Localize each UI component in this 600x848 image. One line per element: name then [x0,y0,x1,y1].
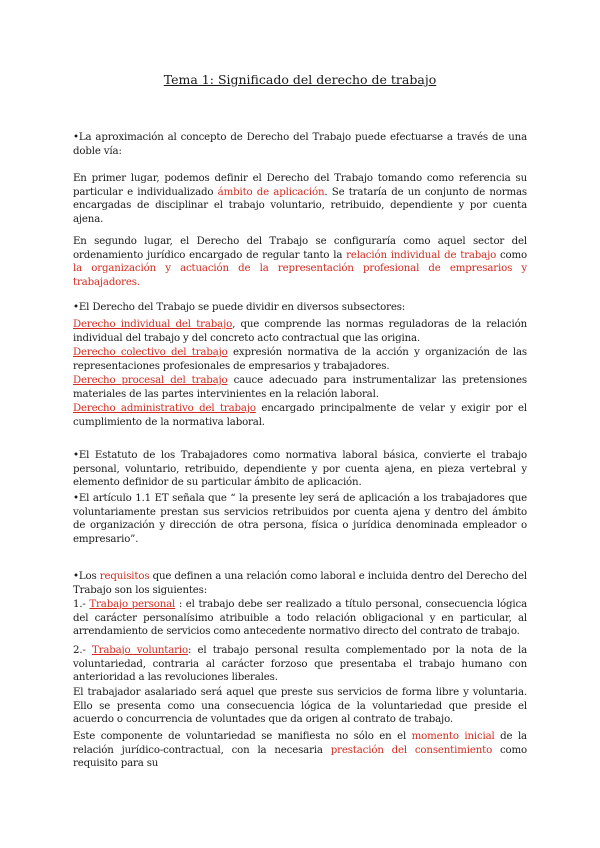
componente-text-c: como requisito para su [73,744,528,769]
asalariado-paragraph: El trabajador asalariado será aquel que preste sus servicios de forma libre y voluntaria. Ello se presenta como una consecuencia lógica de la voluntariedad que preside el acuerdo o concurrencia de voluntades que da origen al contrato de trabajo. [73,687,527,725]
subsector-term: Derecho administrativo del trabajo [73,403,256,414]
articulo-paragraph: •El artículo 1.1 ET señala que “ la presente ley será de aplicación a los trabajadores que voluntariamente prestan sus servicios retribuidos por cuenta ajena y dentro del ámbito de organización y dirección de otra persona, física o jurídica denominada empleador o empresario”. [73,493,527,545]
requisito-number: 2.- [73,645,92,656]
intro-paragraph: •La aproximación al concepto de Derecho del Trabajo puede efectuarse a través de una doble vía: [73,132,527,157]
p1-text-a: En primer lugar, podemos definir el Derecho del Trabajo tomando como referencia su particular e individualizado [73,173,527,198]
subsector-term: Derecho colectivo del trabajo [73,347,228,358]
requisito-text: : el trabajo debe ser realizado a título personal, consecuencia lógica del carácter personalísimo atribuible a todo relación obligacional y en particular, al arrendamiento de servicios como antecedente normativo directo del contrato de trabajo. [73,599,527,637]
requisitos-highlight: requisitos [99,571,150,582]
requisito-trabajo-personal [73,598,527,639]
componente-highlight-prestacion: prestación del consentimiento [330,744,493,756]
subsector-text: encargado principalmente de velar y exigir por el cumplimiento de la normativa laboral. [73,403,527,428]
requisito-term: Trabajo voluntario [91,645,188,656]
page-title: Tema 1: Significado del derecho de trabajo [163,72,437,87]
p1-text-b: . Se trataría de un conjunto de normas encargadas de disciplinar el trabajo voluntario, retribuido, dependiente y por cuenta ajena. [73,186,528,225]
requisito-trabajo-voluntario [73,644,527,685]
p2-text-a: En segundo lugar, el Derecho del Trabajo se configuraría como aquel sector del ordenamiento jurídico encargado de regular tanto la [73,236,527,261]
subsector-administrativo [73,402,527,429]
componente-text-b: de la relación jurídico-contractual, con la necesaria [73,731,527,756]
subsector-procesal [73,374,527,401]
subsector-term: Derecho procesal del trabajo [73,375,228,386]
paragraph-segundo-lugar [73,235,527,289]
componente-paragraph [73,730,527,771]
subsector-text: , que comprende las normas reguladoras de la relación individual del trabajo y del concreto acto contractual que las origina. [73,319,527,344]
requisito-text: : el trabajo personal resulta complementado por la nota de la voluntariedad, contraria al carácter forzoso que presentaba el trabajo humano con anterioridad a las revoluciones liberales. [73,645,527,683]
componente-text-a: Este componente de voluntariedad se manifiesta no sólo en el [73,731,412,742]
requisitos-text-a: •Los [73,571,100,582]
requisito-term: Trabajo personal [89,599,176,610]
requisitos-text-b: que definen a una relación como laboral e incluida dentro del Derecho del Trabajo son los siguientes: [73,571,527,596]
subsector-colectivo [73,346,527,373]
paragraph-primer-lugar [73,172,527,226]
estatuto-paragraph: •El Estatuto de los Trabajadores como normativa laboral básica, convierte el trabajo personal, voluntario, retribuido, dependiente y por cuenta ajena, en pieza vertebral y elemento definidor de su particular ámbito de aplicación. [73,450,527,488]
subsector-text: expresión normativa de la acción y organización de las representaciones profesionales de empresarios y trabajadores. [73,347,527,372]
requisitos-paragraph [73,570,527,597]
subsectores-intro: •El Derecho del Trabajo se puede dividir en diversos subsectores: [73,302,406,313]
requisito-number: 1.- [73,599,90,610]
subsector-individual [73,318,527,345]
componente-highlight-momento: momento inicial [411,731,495,742]
p2-text-b: como [496,249,527,261]
p2-highlight-relacion: relación individual de trabajo [346,249,497,261]
p2-highlight-organizacion: la organización y actuación de la representación profesional de empresarios y trabajadores. [73,263,527,288]
subsector-term: Derecho individual del trabajo [73,319,233,330]
p1-highlight-ambito: ámbito de aplicación [217,186,325,198]
subsector-text: cauce adecuado para instrumentalizar las pretensiones materiales de las partes intervinientes en la relación laboral. [73,375,527,400]
